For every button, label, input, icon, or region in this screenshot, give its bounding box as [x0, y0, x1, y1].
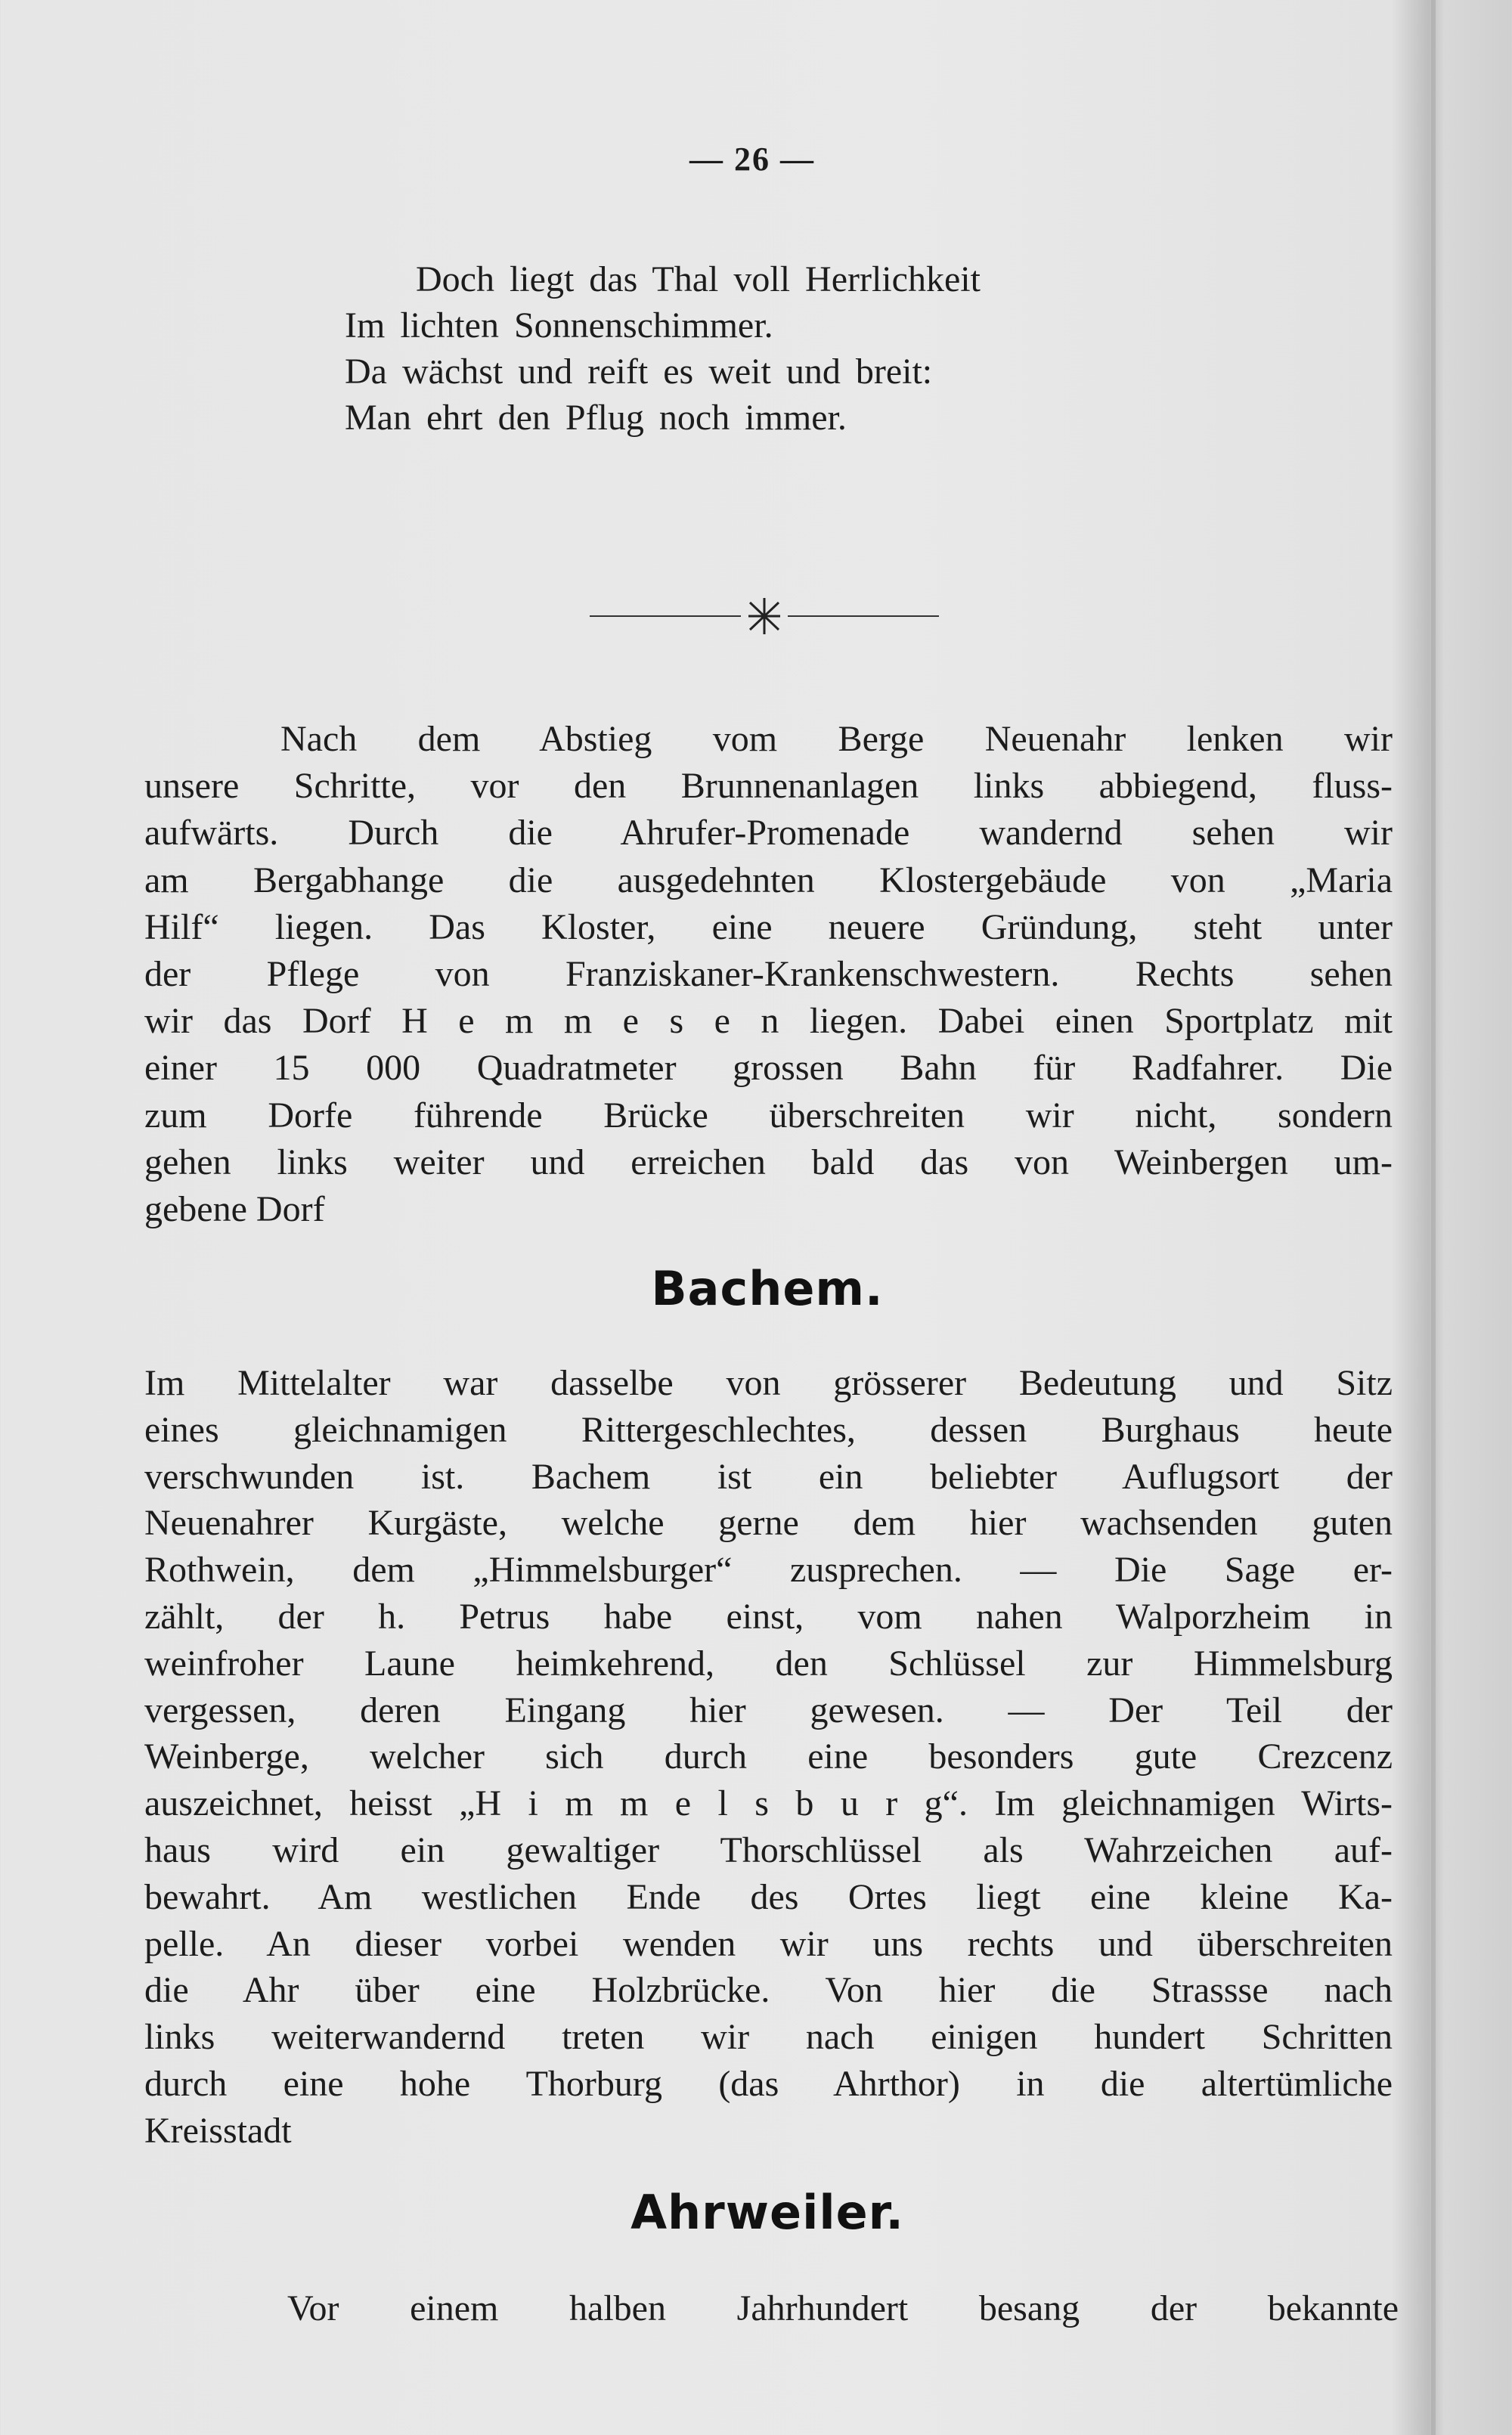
text-line: durch eine hohe Thorburg (das Ahrthor) in die altertümliche	[144, 2064, 1393, 2104]
section-heading-ahrweiler: Ahrweiler.	[631, 2185, 904, 2240]
text-line: auszeichnet, heisst „H i m m e l s b u r g“. Im gleichnamigen Wirts-	[144, 1783, 1393, 1824]
text-line: der Pflege von Franziskaner-Krankenschwestern. Rechts sehen	[144, 954, 1393, 994]
text-line: haus wird ein gewaltiger Thorschlüssel als Wahrzeichen auf-	[144, 1830, 1393, 1870]
text-line: Hilf“ liegen. Das Kloster, eine neuere Gründung, steht unter	[144, 906, 1393, 947]
text-line: am Bergabhange die ausgedehnten Klostergebäude von „Maria	[144, 860, 1393, 900]
text-line: Nach dem Abstieg vom Berge Neuenahr lenken wir	[280, 719, 1393, 759]
text-line: aufwärts. Durch die Ahrufer-Promenade wandernd sehen wir	[144, 813, 1393, 853]
text-line: Im Mittelalter war dasselbe von grösserer Bedeutung und Sitz	[144, 1363, 1393, 1403]
asterisk-divider-ornament	[590, 593, 939, 639]
text-line: bewahrt. Am westlichen Ende des Ortes liegt eine kleine Ka-	[144, 1876, 1393, 1917]
text-line: links weiterwandernd treten wir nach einigen hundert Schritten	[144, 2017, 1393, 2058]
text-line: Doch liegt das Thal voll Herrlichkeit	[416, 259, 981, 299]
text-line: verschwunden ist. Bachem ist ein beliebter Auflugsort der	[144, 1456, 1393, 1497]
text-line: Rothwein, dem „Himmelsburger“ zusprechen. — Die Sage er-	[144, 1550, 1393, 1591]
text-line: pelle. An dieser vorbei wenden wir uns rechts und überschreiten	[144, 1923, 1393, 1964]
text-line: Vor einem halben Jahrhundert besang der bekannte	[287, 2288, 1399, 2328]
text-line: gebene Dorf	[144, 1189, 325, 1229]
text-line: Im lichten Sonnenschimmer.	[345, 305, 773, 345]
text-line: eines gleichnamigen Rittergeschlechtes, dessen Burghaus heute	[144, 1409, 1393, 1450]
text-line: einer 15 000 Quadratmeter grossen Bahn für Radfahrer. Die	[144, 1048, 1393, 1089]
text-line: zum Dorfe führende Brücke überschreiten wir nicht, sondern	[144, 1095, 1393, 1135]
text-line: wir das Dorf H e m m e s e n liegen. Dabei einen Sportplatz mit	[144, 1001, 1393, 1042]
text-line: Man ehrt den Pflug noch immer.	[345, 398, 847, 438]
page-edge-shadow	[1431, 0, 1436, 2435]
text-line: unsere Schritte, vor den Brunnenanlagen links abbiegend, fluss-	[144, 766, 1393, 807]
text-line: zählt, der h. Petrus habe einst, vom nahen Walporzheim in	[144, 1597, 1393, 1637]
text-line: Da wächst und reift es weit und breit:	[345, 352, 933, 392]
section-heading-bachem: Bachem.	[651, 1261, 884, 1316]
text-line: vergessen, deren Eingang hier gewesen. — Der Teil der	[144, 1690, 1393, 1730]
text-line: Weinberge, welcher sich durch eine besonders gute Crezcenz	[144, 1736, 1393, 1777]
text-line: Neuenahrer Kurgäste, welche gerne dem hier wachsenden guten	[144, 1503, 1393, 1544]
text-line: die Ahr über eine Holzbrücke. Von hier die Strassse nach	[144, 1970, 1393, 2011]
page-number: — 26 —	[689, 141, 815, 178]
text-line: Kreisstadt	[144, 2110, 292, 2151]
text-line: gehen links weiter und erreichen bald das von Weinbergen um-	[144, 1142, 1393, 1182]
text-line: weinfroher Laune heimkehrend, den Schlüssel zur Himmelsburg	[144, 1643, 1393, 1684]
